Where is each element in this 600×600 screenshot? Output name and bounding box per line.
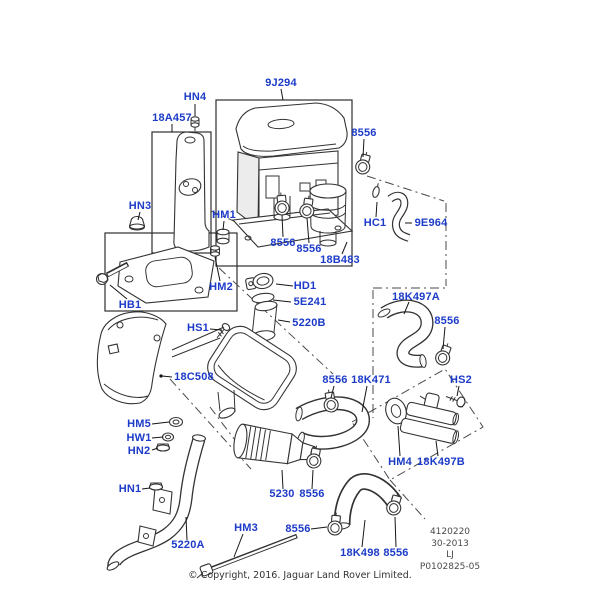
part-label-hd1[interactable]: HD1 <box>293 280 317 292</box>
part-label-18a457[interactable]: 18A457 <box>152 112 192 124</box>
part-label-18k497b[interactable]: 18K497B <box>417 456 465 468</box>
drawing-air-filter-5230 <box>232 423 319 469</box>
drawing-screw-hn4 <box>191 117 199 131</box>
drawing-mounting-bracket <box>174 132 209 251</box>
part-label-18k471[interactable]: 18K471 <box>351 374 391 386</box>
part-label-hm4[interactable]: HM4 <box>388 456 412 468</box>
part-label-hs2[interactable]: HS2 <box>450 374 472 386</box>
drawing-hose-18k497a <box>377 306 427 368</box>
plate-model: LJ <box>446 550 454 560</box>
drawing-nut-hm1 <box>217 229 229 244</box>
part-label-hw1[interactable]: HW1 <box>126 432 152 444</box>
part-label-8556[interactable]: 8556 <box>285 523 311 535</box>
drawing-clamp-8556 <box>354 150 373 175</box>
part-label-hm3[interactable]: HM3 <box>234 522 258 534</box>
part-label-8556[interactable]: 8556 <box>351 127 377 139</box>
part-label-8556[interactable]: 8556 <box>299 488 325 500</box>
drawing-exhaust-pipe-5220a <box>106 434 206 572</box>
drawing-nut-hm2 <box>211 246 220 256</box>
part-label-8556[interactable]: 8556 <box>383 547 409 559</box>
drawing-silencer-outlet <box>218 390 237 420</box>
part-label-hn1[interactable]: HN1 <box>118 483 142 495</box>
part-label-18k498[interactable]: 18K498 <box>340 547 380 559</box>
part-label-18b483[interactable]: 18B483 <box>320 254 360 266</box>
drawing-lower-bracket <box>118 247 214 303</box>
part-label-5220b[interactable]: 5220B <box>292 317 326 329</box>
part-label-hs1[interactable]: HS1 <box>187 322 209 334</box>
plate-date: 30-2013 <box>431 538 469 549</box>
part-label-hm1[interactable]: HM1 <box>212 209 236 221</box>
drawing-valve-18k497b <box>400 388 467 444</box>
drawing-hose-9e964 <box>390 196 409 238</box>
drawing-nut-hn2 <box>157 444 170 451</box>
drawing-washer-hm5 <box>170 418 183 427</box>
part-label-9j294[interactable]: 9J294 <box>265 77 297 89</box>
drawing-nut-hn1 <box>150 483 163 490</box>
drawing-clip-hc1 <box>372 183 382 199</box>
part-label-8556[interactable]: 8556 <box>322 374 348 386</box>
part-label-5220a[interactable]: 5220A <box>171 539 205 551</box>
part-label-9e964[interactable]: 9E964 <box>414 217 448 229</box>
plate-number: 4120220 <box>429 527 471 537</box>
drawing-silencer <box>202 320 303 416</box>
part-label-hn2[interactable]: HN2 <box>127 445 151 457</box>
part-label-hm2[interactable]: HM2 <box>209 281 233 293</box>
copyright-notice: © Copyright, 2016. Jaguar Land Rover Limited. <box>188 570 412 581</box>
part-label-hb1[interactable]: HB1 <box>118 299 142 311</box>
part-label-8556[interactable]: 8556 <box>296 243 322 255</box>
part-label-18c508[interactable]: 18C508 <box>174 371 214 383</box>
part-label-5e241[interactable]: 5E241 <box>293 296 327 308</box>
part-label-18k497a[interactable]: 18K497A <box>392 291 440 303</box>
drawing-clamp-8556 <box>434 341 455 367</box>
part-label-hn4[interactable]: HN4 <box>183 91 207 103</box>
drawing-washer-hw1 <box>163 433 174 441</box>
part-label-8556[interactable]: 8556 <box>434 315 460 327</box>
plate-reference-block <box>404 527 496 573</box>
drawing-clamp-hd1 <box>245 272 274 291</box>
part-label-hm5[interactable]: HM5 <box>127 418 151 430</box>
part-label-hc1[interactable]: HC1 <box>363 217 387 229</box>
part-label-5230[interactable]: 5230 <box>269 488 295 500</box>
drawing-heater-assembly <box>233 103 352 247</box>
plate-reference: P0102825-05 <box>419 561 481 572</box>
drawing-screw-hs2 <box>444 392 466 408</box>
part-label-hn3[interactable]: HN3 <box>128 200 152 212</box>
drawing-nut-hn3 <box>130 217 145 231</box>
part-label-8556[interactable]: 8556 <box>270 237 296 249</box>
